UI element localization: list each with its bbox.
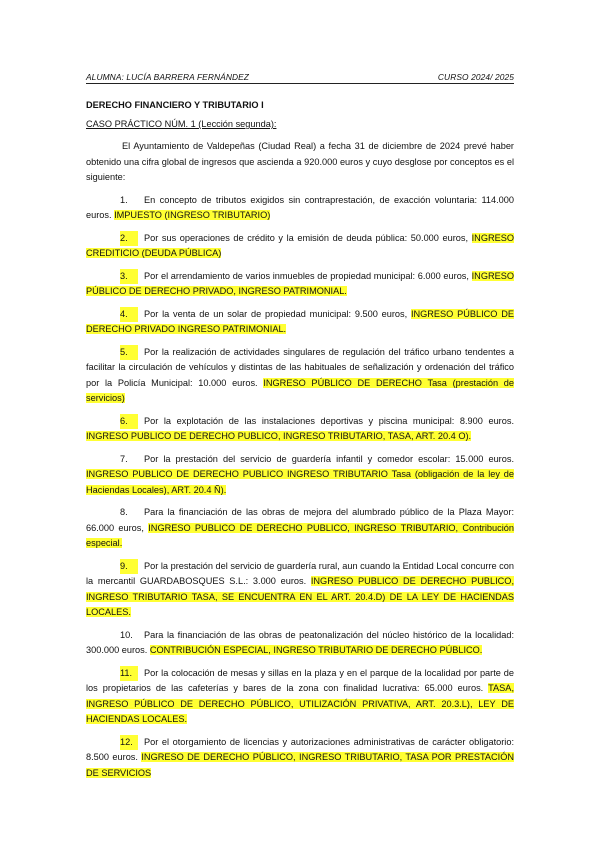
item-answer: CONTRIBUCIÓN ESPECIAL, INGRESO TRIBUTARIO DE DERECHO PÚBLICO. (149, 645, 483, 655)
item-number: 6. (120, 414, 138, 430)
item-answer: INGRESO CREDITICIO (DEUDA PÚBLICA) (86, 232, 514, 258)
item-answer: INGRESO PUBLICO DE DERECHO PUBLICO, INGRESO TRIBUTARIO TASA, SE ENCUENTRA EN EL ART. 20.4.D) DE LA LEY DE HACIENDAS LOCALES. (86, 576, 514, 617)
item-answer: INGRESO PÚBLICO DE DERECHO Tasa (prestación de servicios) (86, 377, 514, 403)
item-text: Por el otorgamiento de licencias y autorizaciones administrativas de carácter obligatorio: 8.500 euros. (86, 736, 514, 762)
item-text: Por sus operaciones de crédito y la emisión de deuda pública: 50.000 euros, (144, 232, 472, 243)
item-text: Por la prestación del servicio de guardería infantil y comedor escolar: 15.000 euros. (144, 453, 514, 464)
list-item (86, 307, 514, 338)
list-item (86, 735, 514, 782)
item-text: Por la realización de actividades singulares de regulación del tráfico urbano tendentes a facilitar la circulación de vehículos y distintas de las habituales de señalización y ordenación del tráfico por la Policía Municipal: 10.000 euros. (86, 346, 514, 388)
item-answer: TASA, INGRESO PÚBLICO DE DERECHO PÚBLICO, UTILIZACIÓN PRIVATIVA, ART. 20.3.L), LEY DE HACIENDAS LOCALES. (86, 683, 514, 724)
item-number: 7. (120, 453, 128, 464)
item-answer: IMPUESTO (INGRESO TRIBUTARIO) (114, 210, 271, 220)
item-text: Por la explotación de las instalaciones deportivas y piscina municipal: 8.900 euros. (144, 415, 514, 426)
list-item (86, 505, 514, 552)
item-number: 9. (120, 559, 138, 575)
item-answer: INGRESO PÚBLICO DE DERECHO PRIVADO, INGRESO PATRIMONIAL. (86, 270, 514, 296)
case-title: CASO PRÁCTICO NÚM. 1 (Lección segunda): (86, 119, 277, 129)
item-text: Para la financiación de las obras de peatonalización del núcleo histórico de la localidad: 300.000 euros. (86, 629, 514, 655)
list-item (86, 452, 514, 499)
item-number: 12. (120, 735, 138, 751)
item-number: 10. (120, 629, 133, 640)
item-text: En concepto de tributos exigidos sin contraprestación, de exacción voluntaria: 114.000 euros. (86, 194, 514, 220)
item-text: Por la venta de un solar de propiedad municipal: 9.500 euros, (144, 308, 411, 319)
item-text: Para la financiación de las obras de mejora del alumbrado público de la Plaza Mayor: 66.000 euros, (86, 507, 514, 533)
list-item (86, 345, 514, 407)
item-answer: INGRESO PÚBLICO DE DERECHO PRIVADO INGRESO PATRIMONIAL. (86, 308, 514, 334)
item-text: Por la prestación del servicio de guardería rural, aun cuando la Entidad Local concurre con la mercantil GUARDABOSQUES S.L.: 3.000 euros. (86, 560, 514, 586)
item-list (86, 193, 514, 782)
list-item (86, 414, 514, 445)
list-item (86, 666, 514, 728)
item-answer: INGRESO PUBLICO DE DERECHO PUBLICO, INGRESO TRIBUTARIO, Contribución especial. (86, 522, 514, 548)
item-text: Por la colocación de mesas y sillas en la plaza y en el parque de la localidad por parte de los propietarios de las cafeterías y bares de la zona con finalidad lucrativa: 65.000 euros. (86, 667, 514, 693)
item-number: 3. (120, 269, 138, 285)
item-number: 4. (120, 307, 138, 323)
student-name: ALUMNA: LUCÍA BARRERA FERNÁNDEZ (86, 72, 250, 82)
item-text: Por el arrendamiento de varios inmuebles de propiedad municipal: 6.000 euros, (144, 270, 472, 281)
item-number: 2. (120, 231, 138, 247)
list-item (86, 559, 514, 621)
item-number: 8. (120, 507, 128, 517)
item-answer: INGRESO PUBLICO DE DERECHO PUBLICO, INGRESO TRIBUTARIO, TASA, ART. 20.4 O). (86, 431, 472, 441)
item-number: 5. (120, 345, 138, 361)
intro-paragraph: El Ayuntamiento de Valdepeñas (Ciudad Real) a fecha 31 de diciembre de 2024 prevé haber obtenido una cifra global de ingresos que ascienda a 920.000 euros y cuyo desglose por conceptos es el siguiente: (86, 141, 514, 182)
list-item (86, 193, 514, 224)
page-header (86, 72, 514, 84)
list-item (86, 269, 514, 300)
subject-title: DERECHO FINANCIERO Y TRIBUTARIO I (86, 100, 264, 110)
item-answer: INGRESO PUBLICO DE DERECHO PUBLICO INGRESO TRIBUTARIO Tasa (obligación de la ley de Haciendas Locales), ART. 20.4 Ñ). (86, 469, 514, 495)
item-answer: INGRESO DE DERECHO PÚBLICO, INGRESO TRIBUTARIO, TASA POR PRESTACIÓN DE SERVICIOS (86, 752, 514, 778)
list-item (86, 628, 514, 659)
item-number: 1. (120, 194, 128, 205)
course-year: CURSO 2024/ 2025 (437, 72, 514, 82)
list-item (86, 231, 514, 262)
item-number: 11. (120, 666, 138, 682)
